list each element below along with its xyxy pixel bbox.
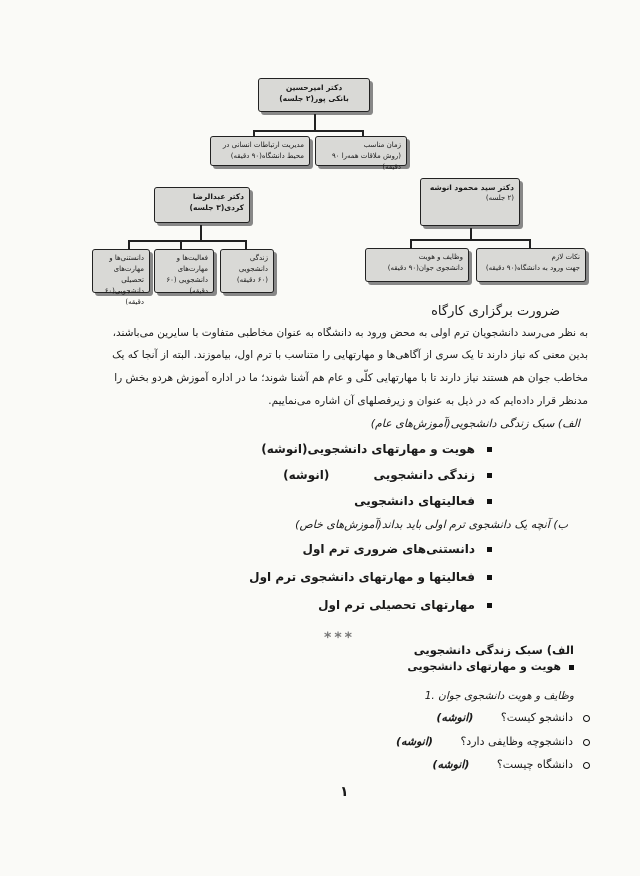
chart-box-title: فعالیت‌ها و [176, 254, 208, 262]
chart-right-child-tips [476, 248, 586, 282]
section-a-title: الف) سبک زندگی دانشجویی(آموزش‌های عام) [370, 417, 580, 430]
chart-box-sub: (۶۰ دقیقه) [236, 276, 268, 284]
bullet-icon [487, 575, 492, 580]
numbered-item: 1. وظایف و هویت دانشجوی جوان [424, 690, 574, 702]
chart-left-child-activities [154, 249, 214, 293]
chart-box-title: دانستنی‌ها و [109, 254, 144, 262]
paragraph-line: مخاطب جوان هم هستند نیاز دارند تا با مهارتهایی کلّی و عام هم آشنا شوند؛ ما در اداره آموزش هردو بخش را [114, 372, 588, 384]
chart-box-sub: دانشجوی جوان(۹۰ دقیقه) [387, 264, 463, 272]
bullet-icon [487, 447, 492, 452]
bullet-icon [487, 603, 492, 608]
section-b-title: ب) آنچه یک دانشجوی ترم اولی باید بداند(آموزش‌های خاص) [295, 518, 568, 531]
list-item: فعالیتهای دانشجویی [354, 494, 492, 508]
chart-box-sub: جهت ورود به دانشگاه(۹۰ دقیقه) [485, 264, 580, 272]
list-item: هویت و مهارتهای دانشجویی(انوشه) [261, 442, 492, 456]
circle-bullet-icon [583, 762, 590, 769]
chart-right-parent-sub: (۲ جلسه) [485, 194, 514, 202]
paragraph-line: بدین معنی که نیاز دارند تا یک سری از آگاهی‌ها و مهارتهایی را متناسب با ترم اول، بیاموزند. البته از آنجا که یک [112, 349, 588, 361]
chart-left-child-life [220, 249, 274, 293]
chart-right-child-identity [365, 248, 469, 282]
chart-right-parent [420, 178, 520, 226]
chart-left-parent-sub: کردی(۳ جلسه) [189, 203, 244, 212]
chart-box-timing [315, 136, 407, 171]
paragraph-line: به نظر می‌رسد دانشجویان ترم اولی به محض ورود به دانشگاه به عنوان مخاطبی متفاوت با سایرین می‌باشند، [112, 327, 588, 339]
paragraph-line: مدنظر قرار داده‌ایم که در ذیل به عنوان و زیرفصلهای آن اشاره می‌نماییم. [268, 395, 588, 407]
chart-left-parent [154, 187, 250, 223]
bullet-icon [569, 665, 574, 670]
bullet-icon [487, 473, 492, 478]
chart-box-title: مدیریت ارتباطات انسانی در [222, 141, 304, 149]
chart-root-box [258, 78, 370, 112]
chart-box-title: نکات لازم [551, 253, 580, 261]
question-row: دانشجوچه وظایفی دارد؟ (انوشه) [396, 735, 590, 748]
question-row: دانشجو کیست؟ (انوشه) [436, 711, 590, 724]
section-heading: ضرورت برگزاری کارگاه [431, 304, 560, 319]
chart-box-title: زمان مناسب [363, 141, 401, 149]
chart-box-sub: مهارت‌های دانشجویی (۶۰ دقیقه) [166, 265, 208, 295]
separator: *** [324, 630, 355, 646]
list-item: دانستنی‌های ضروری ترم اول [303, 542, 492, 556]
list-item: مهارتهای تحصیلی ترم اول [318, 598, 492, 612]
list-item: فعالیتها و مهارتهای دانشجوی ترم اول [249, 570, 492, 584]
detail-title: الف) سبک زندگی دانشجویی [413, 643, 574, 657]
detail-subtitle: هویت و مهارتهای دانشجویی [407, 660, 574, 673]
chart-root-sub: بانکی پور(۲ جلسه) [279, 94, 349, 103]
page-number: ۱ [340, 784, 349, 800]
chart-left-child-knowledge [92, 249, 150, 306]
question-row: دانشگاه چیست؟ (انوشه) [432, 758, 590, 771]
chart-left-parent-name: دکتر عبدالرضا [192, 192, 244, 201]
chart-box-communication [210, 136, 310, 166]
chart-box-sub: مهارت‌های تحصیلی دانشجویی(۶۰ دقیقه) [104, 265, 144, 306]
chart-box-sub: (روش ملاقات همه‌را ۹۰ دقیقه) [331, 152, 401, 171]
bullet-icon [487, 547, 492, 552]
circle-bullet-icon [583, 739, 590, 746]
chart-box-title: وظایف و هویت [418, 253, 463, 261]
chart-right-parent-name: دکتر سید محمود انوشه [429, 183, 514, 192]
list-item: زندگی دانشجویی (انوشه) [283, 468, 492, 482]
chart-box-sub: محیط دانشگاه(۹۰ دقیقه) [230, 152, 304, 160]
chart-root-name: دکتر امیرحسین [285, 83, 343, 92]
chart-box-title: زندگی دانشجویی [238, 254, 268, 273]
circle-bullet-icon [583, 715, 590, 722]
bullet-icon [487, 499, 492, 504]
